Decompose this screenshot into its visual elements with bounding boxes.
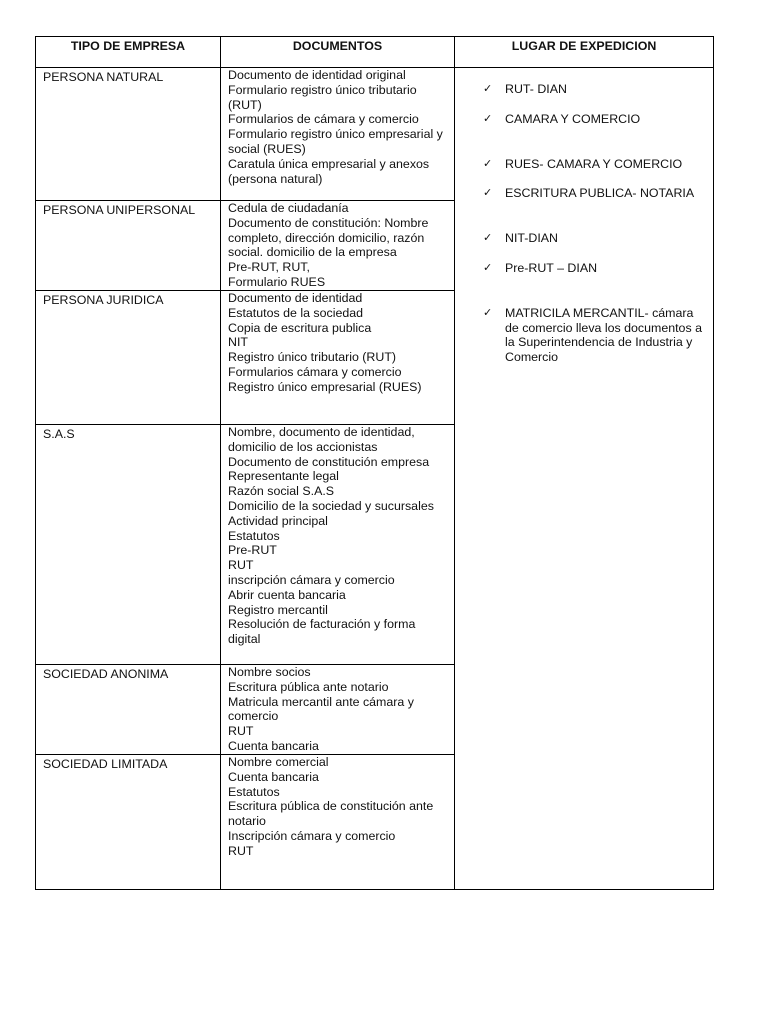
lugar-item	[483, 186, 707, 201]
documento-line: Escritura pública ante notario	[228, 679, 389, 694]
documento-line: inscripción cámara y comercio	[228, 572, 395, 587]
lugar-cell	[455, 68, 714, 890]
lugar-item	[483, 157, 707, 172]
lugar-list	[483, 82, 707, 365]
documento-line: Actividad principal	[228, 513, 328, 528]
documento-line: Formulario registro único tributario	[228, 82, 417, 97]
documento-line: Estatutos	[228, 528, 280, 543]
documento-line: Copia de escritura publica	[228, 320, 372, 335]
lugar-item-text: NIT-DIAN	[505, 231, 559, 246]
documentos-cell	[221, 291, 455, 425]
documento-line: notario	[228, 814, 266, 829]
lugar-item	[483, 82, 707, 97]
check-icon: ✓	[483, 82, 493, 95]
documento-line: Caratula única empresarial y anexos	[228, 156, 430, 171]
header-lugar-de-expedicion: LUGAR DE EXPEDICION	[455, 37, 714, 68]
documento-line: Cuenta bancaria	[228, 738, 319, 753]
documento-line: Registro único tributario (RUT)	[228, 350, 397, 365]
documento-line: comercio	[228, 709, 279, 724]
documentos-cell	[221, 201, 455, 291]
documento-line: RUT	[228, 843, 254, 858]
documento-line: Matricula mercantil ante cámara y	[228, 694, 414, 709]
documento-line: domicilio de los accionistas	[228, 439, 378, 454]
documentos-cell	[221, 755, 455, 890]
documento-line: Cuenta bancaria	[228, 769, 319, 784]
check-icon: ✓	[483, 305, 493, 319]
documento-line: Nombre socios	[228, 665, 311, 679]
documento-line: Pre-RUT	[228, 543, 277, 558]
check-icon: ✓	[483, 260, 493, 274]
documento-line: Domicilio de la sociedad y sucursales	[228, 498, 434, 513]
header-row	[36, 37, 714, 68]
documentos-cell	[221, 68, 455, 201]
lugar-item-text: RUES- CAMARA Y COMERCIO	[505, 156, 683, 171]
tipo-cell: SOCIEDAD ANONIMA	[36, 665, 221, 755]
header-documentos: DOCUMENTOS	[221, 37, 455, 68]
lugar-item	[483, 306, 707, 365]
documento-line: social (RUES)	[228, 141, 306, 156]
check-icon: ✓	[483, 231, 493, 245]
documento-line: (RUT)	[228, 97, 262, 112]
documento-line: completo, dirección domicilio, razón	[228, 230, 425, 245]
documentos-cell	[221, 665, 455, 755]
lugar-item-text: Pre-RUT – DIAN	[505, 260, 598, 275]
documento-line: Razón social S.A.S	[228, 484, 335, 499]
documento-line: Formulario RUES	[228, 274, 326, 289]
documento-line: Resolución de facturación y forma	[228, 617, 416, 632]
table-row	[36, 68, 714, 201]
documento-line: digital	[228, 632, 261, 647]
documento-line: Escritura pública de constitución ante	[228, 799, 434, 814]
documento-line: (persona natural)	[228, 171, 323, 186]
documento-line: Cedula de ciudadanía	[228, 201, 349, 215]
documento-line: Nombre, documento de identidad,	[228, 425, 415, 439]
documento-line: Documento de identidad original	[228, 68, 406, 82]
tipo-cell: PERSONA UNIPERSONAL	[36, 201, 221, 291]
documento-line: Representante legal	[228, 469, 339, 484]
documento-line: Formularios cámara y comercio	[228, 364, 402, 379]
documento-line: Registro único empresarial (RUES)	[228, 379, 422, 394]
documento-line: Nombre comercial	[228, 755, 329, 769]
documento-line: Estatutos de la sociedad	[228, 305, 364, 320]
lugar-item-text: CAMARA Y COMERCIO	[505, 111, 641, 126]
documento-line: Pre-RUT, RUT,	[228, 260, 310, 275]
lugar-item	[483, 261, 707, 276]
document-table	[35, 36, 714, 890]
lugar-item-text: RUT- DIAN	[505, 82, 567, 96]
check-icon: ✓	[483, 111, 493, 125]
documento-line: RUT	[228, 724, 254, 739]
lugar-item	[483, 231, 707, 246]
lugar-item-text: MATRICILA MERCANTIL- cámara de comercio lleva los documentos a la Superintendencia de Industria y Comercio	[505, 305, 702, 365]
tipo-cell: PERSONA JURIDICA	[36, 291, 221, 425]
documento-line: Documento de identidad	[228, 291, 363, 305]
documento-line: NIT	[228, 335, 248, 350]
documentos-cell	[221, 425, 455, 665]
tipo-cell: S.A.S	[36, 425, 221, 665]
documento-line: social. domicilio de la empresa	[228, 245, 397, 260]
tipo-cell: PERSONA NATURAL	[36, 68, 221, 201]
documento-line: Formularios de cámara y comercio	[228, 112, 419, 127]
lugar-item-text: ESCRITURA PUBLICA- NOTARIA	[505, 186, 695, 201]
documento-line: Estatutos	[228, 784, 280, 799]
documento-line: Inscripción cámara y comercio	[228, 828, 396, 843]
documento-line: Registro mercantil	[228, 602, 328, 617]
documento-line: Documento de constitución empresa	[228, 454, 430, 469]
lugar-item	[483, 112, 707, 127]
header-tipo-de-empresa: TIPO DE EMPRESA	[36, 37, 221, 68]
check-icon: ✓	[483, 156, 493, 170]
documento-line: Documento de constitución: Nombre	[228, 215, 429, 230]
documento-line: Abrir cuenta bancaria	[228, 587, 346, 602]
check-icon: ✓	[483, 186, 493, 200]
documento-line: RUT	[228, 558, 254, 573]
documento-line: Formulario registro único empresarial y	[228, 127, 443, 142]
tipo-cell: SOCIEDAD LIMITADA	[36, 755, 221, 890]
